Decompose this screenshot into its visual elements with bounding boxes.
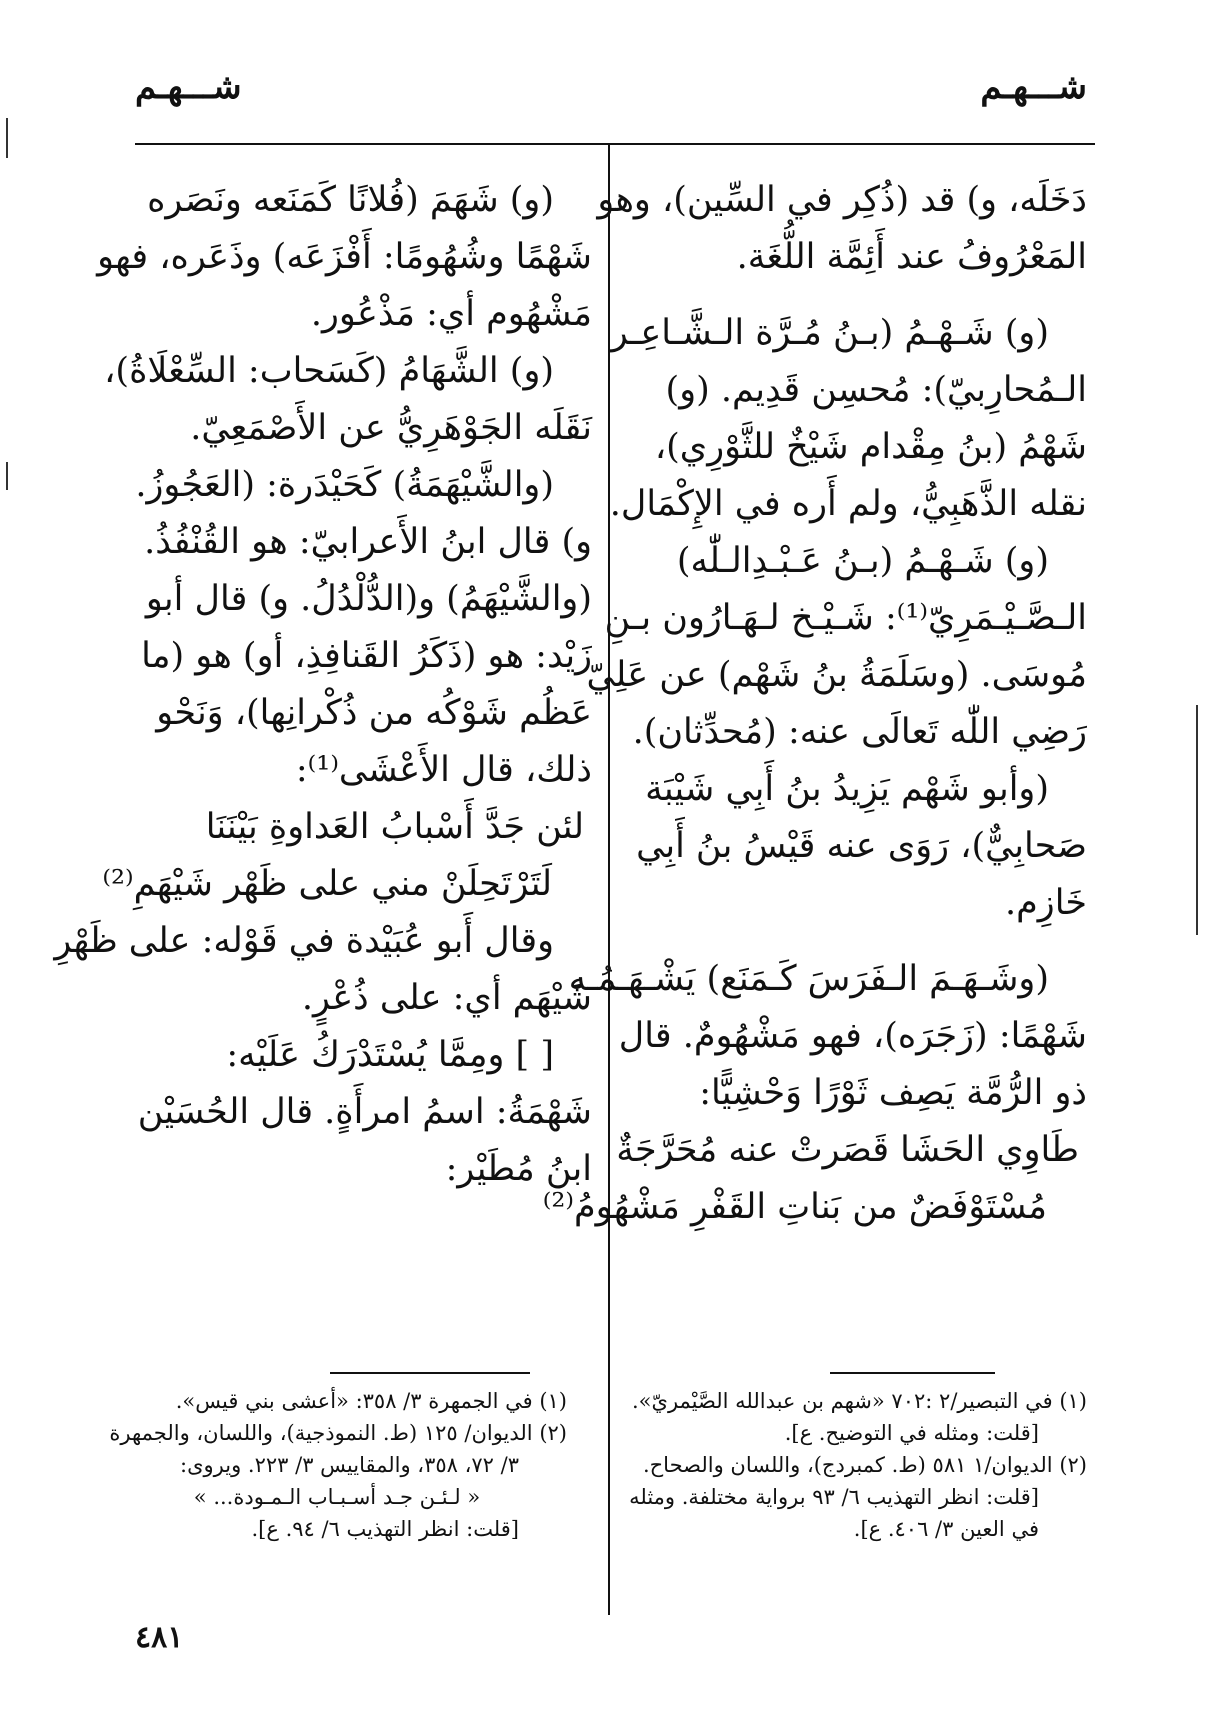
text-line: (و) شَـهْـمُ (بـنُ عَـبْـدِالـلّٰه)	[676, 541, 1049, 581]
column-divider	[608, 145, 610, 1615]
scan-margin-mark	[6, 118, 8, 158]
text-line: شَهْمُ (بنُ مِقْدام شَيْخٌ للثَّوْرِي)،	[654, 427, 1087, 467]
footnote-line: « لـئـن جـد أسـبـاب الـمـودة... »	[193, 1485, 481, 1509]
text-line: (و) شَـهْـمُ (بـنُ مُـرَّة الـشَّـاعِـر	[610, 313, 1049, 353]
text-line: (والشَّيْهَمَةُ) كَحَيْدَرة: (العَجُوزُ.	[135, 465, 554, 505]
text-line: [ ] ومِمَّا يُسْتَدْرَكُ عَلَيْه:	[226, 1035, 554, 1075]
footnotes-left	[107, 1385, 567, 1545]
verse-line: لئن جَدَّ أَسْبابُ العَداوةِ بَيْنَنَا	[205, 807, 584, 847]
text-line: الـصَّـيْـمَرِيّ⁽¹⁾: شَـيْـخ لـهَـارُون بـنِ	[604, 598, 1087, 638]
text-line: شَهْمًا وشُهُومًا: أَفْزَعَه) وذَعَره، فهو	[97, 237, 592, 277]
text-line: وقال أَبو عُبَيْدة في قَوْله: على ظَهْرِ	[54, 921, 554, 961]
footnotes-right	[627, 1385, 1087, 1545]
footnote-line: ٣/ ٧٢، ٣٥٨، والمقاييس ٣/ ٢٢٣. ويروى:	[180, 1453, 519, 1477]
footnote-line: (١) في الجمهرة ٣/ ٣٥٨: «أعشى بني قيس».	[175, 1389, 567, 1413]
text-line: المَعْرُوفُ عند أَئِمَّة اللُّغَة.	[736, 237, 1087, 277]
verse-line: مُسْتَوْفَضٌ من بَناتِ القَفْرِ مَشْهُومُ⁽²⁾	[542, 1187, 1047, 1227]
left-column	[54, 172, 592, 1198]
text-line: مُوسَى. (وسَلَمَةُ بنُ شَهْم) عن عَلِيّ	[586, 655, 1087, 695]
footnote-line: (٢) الديوان/ ١٢٥ (ط. النموذجية)، واللسان، والجمهرة	[109, 1421, 567, 1445]
footnote-line: (١) في التبصير/٢ :٧٠٢ «شهم بن عبدالله الصَّيْمريّ».	[631, 1389, 1087, 1413]
text-line: دَخَلَه، و) قد (ذُكِر في السِّين)، وهو	[597, 180, 1087, 220]
text-line: شَهْمَةُ: اسمُ امرأَةٍ. قال الحُسَيْن	[137, 1092, 592, 1132]
text-gap	[627, 286, 1087, 305]
running-header-left: شـــهـم	[135, 67, 242, 107]
text-line: ذلك، قال الأَعْشَى⁽¹⁾:	[295, 750, 592, 790]
text-line: ذو الرُّمَّة يَصِف ثَوْرًا وَحْشِيًّا:	[699, 1073, 1087, 1113]
text-line: الـمُحارِبيّ): مُحسِن قَدِيم. (و)	[665, 370, 1087, 410]
text-line: رَضِي اللّٰه تَعالَى عنه: (مُحدِّثان).	[632, 712, 1087, 752]
footnote-line: [قلت: انظر التهذيب ٦/ ٩٣ برواية مختلفة. ومثله	[629, 1485, 1039, 1509]
text-gap	[627, 932, 1087, 951]
text-line: (والشَّيْهَمُ) و(الدُّلْدُلُ. و) قال أبو	[145, 579, 592, 619]
scan-margin-mark	[6, 462, 8, 490]
text-line: ابنُ مُطَيْر:	[445, 1149, 592, 1189]
footnote-line: (٢) الديوان/١ ٥٨١ (ط. كمبردج)، واللسان والصحاح.	[642, 1453, 1087, 1477]
verse-line: طَاوِي الحَشَا قَصَرتْ عنه مُحَرَّجَةٌ	[616, 1130, 1079, 1170]
text-line: و) قال ابنُ الأَعرابيّ: هو القُنْفُذُ.	[144, 522, 592, 562]
text-line: زَيْد: هو (ذَكَرُ القَنافِذِ، أو) هو (ما	[141, 636, 592, 676]
footnote-rule-right	[830, 1372, 995, 1374]
text-line: شَيْهَم أي: على ذُعْرٍ.	[301, 978, 592, 1018]
header-rule	[135, 143, 1095, 145]
text-line: صَحابِيٌّ)، رَوَى عنه قَيْسُ بنُ أَبِي	[636, 826, 1087, 866]
scan-margin-mark	[1196, 705, 1198, 935]
verse-line: لَتَرْتَحِلَنْ مني على ظَهْر شَيْهَمِ⁽²⁾	[102, 864, 552, 904]
right-column	[542, 172, 1087, 1236]
text-line: (وشَـهَـمَ الـفَرَسَ كَـمَنَع) يَشْـهَـمُـه	[568, 959, 1049, 999]
text-line: نَقَلَه الجَوْهَرِيُّ عن الأَصْمَعِيّ.	[190, 408, 592, 448]
page-number: ٤٨١	[135, 1620, 184, 1655]
text-line: (و) الشَّهَامُ (كَسَحاب: السِّعْلَاةُ)،	[104, 351, 554, 391]
footnote-line: [قلت: انظر التهذيب ٦/ ٩٤. ع].	[251, 1517, 519, 1541]
footnote-line: [قلت: ومثله في التوضيح. ع].	[784, 1421, 1039, 1445]
text-line: شَهْمًا: (زَجَرَه)، فهو مَشْهُومٌ. قال	[618, 1016, 1087, 1056]
text-line: خَازِم.	[1005, 883, 1087, 923]
running-header-right: شـــهـم	[980, 67, 1087, 107]
text-line: نقله الذَّهَبِيُّ، ولم أَره في الإِكْمَال.	[609, 484, 1087, 524]
text-line: (و) شَهَمَ (فُلانًا كَمَنَعه ونَصَره	[147, 180, 554, 220]
text-line: عَظُم شَوْكُه من ذُكْرانِها)، وَنَحْو	[156, 693, 592, 733]
text-line: (وأبو شَهْم يَزِيدُ بنُ أَبِي شَيْبَة	[645, 769, 1049, 809]
footnote-line: في العين ٣/ ٤٠٦. ع].	[853, 1517, 1039, 1541]
footnote-rule-left	[330, 1372, 530, 1374]
text-line: مَشْهُوم أي: مَذْعُور.	[310, 294, 592, 334]
